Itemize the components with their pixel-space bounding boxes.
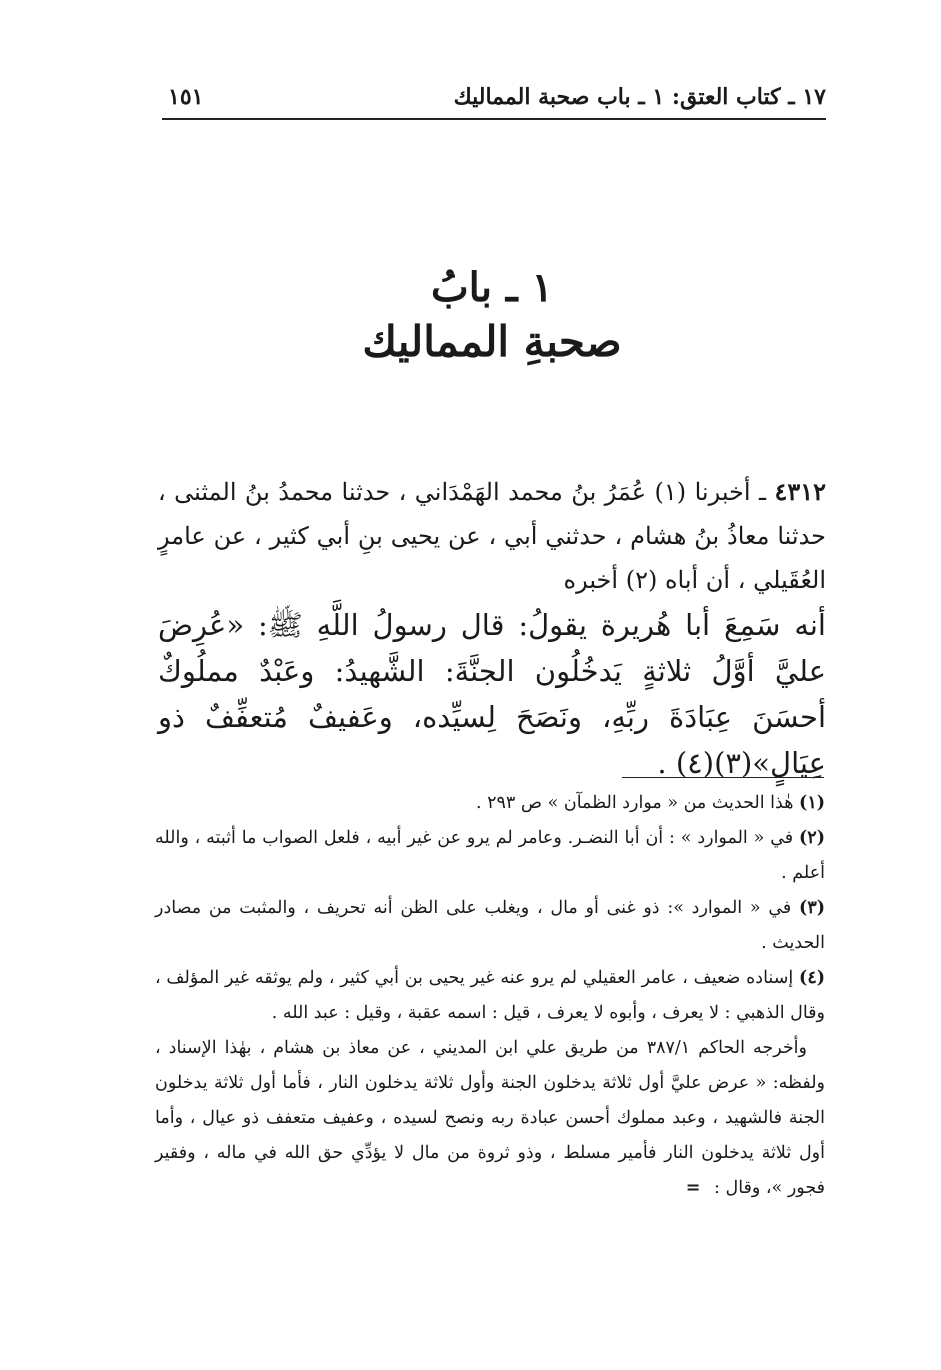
hadith-matn: أنه سَمِعَ أبا هُريرة يقولُ: قال رسولُ اللَّهِ ﷺ: «عُرِضَ عليَّ أوَّلُ ثلاثةٍ يَدخُلُون الجنَّةَ: الشَّهيدُ: وعَبْدٌ مملُوكٌ أحسَنَ عِبَادَةَ ربِّهِ، ونَصَحَ لِسيِّده، وعَفيفٌ مُتعفِّفٌ ذو عِيَالٍ»(٣)(٤) .: [158, 608, 826, 780]
footnote-number: (٣): [799, 898, 825, 918]
chapter-title: صحبةِ المماليك: [362, 317, 622, 366]
footnote-number: (٢): [799, 828, 825, 848]
hadith-isnad: [158, 470, 826, 602]
chapter-heading: [160, 262, 824, 370]
footnotes: [155, 786, 825, 1206]
footnote-text: هٰذا الحديث من « موارد الظمآن » ص ٢٩٣ .: [475, 793, 794, 813]
hadith-number: ٤٣١٢: [774, 477, 826, 506]
continuation-mark: =: [685, 1178, 701, 1198]
footnote-3: [155, 891, 825, 961]
footnote-text: في « الموارد » : أن أبا النضـر. وعامر لم يرو عن غير أبيه ، فلعل الصواب ما أثبته ، والله أعلم .: [155, 828, 825, 883]
footnote-extra-text: وأخرجه الحاكم ٣٨٧/١ من طريق علي ابن المديني ، عن معاذ بن هشام ، بهٰذا الإسناد ، ولفظه: « عرض عليَّ أول ثلاثة يدخلون الجنة وأول ثلاثة يدخلون النار ، فأما أول ثلاثة يدخلون الجنة فالشهيد ، وعبد مملوك أحسن عبادة ربه ونصح لسيده ، وعفيف متعفف ذو عيال ، وأما أول ثلاثة يدخلون النار فأمير مسلط ، وذو ثروة من مال لا يؤدِّي حق الله في ماله ، وفقير فجور »، وقال :: [155, 1038, 825, 1198]
running-header: [162, 82, 826, 120]
footnote-2: [155, 821, 825, 891]
running-title: ١٧ ـ كتاب العتق: ١ ـ باب صحبة المماليك: [453, 84, 826, 110]
isnad-text: ـ أخبرنا (١) عُمَرُ بنُ محمد الهَمْدَاني ، حدثنا محمدُ بنُ المثنى ، حدثنا معاذُ بنُ هشام ، حدثني أبي ، عن يحيى بنِ أبي كثير ، عن عامرٍ العُقَيلي ، أن أباه (٢) أخبره: [158, 478, 826, 594]
footnote-text: في « الموارد »: ذو غنى أو مال ، ويغلب على الظن أنه تحريف ، والمثبت من مصادر الحديث .: [155, 898, 825, 953]
footnote-4-continuation: [155, 1031, 825, 1206]
footnote-number: (١): [799, 793, 825, 813]
footnote-text: إسناده ضعيف ، عامر العقيلي لم يرو عنه غير يحيى بن أبي كثير ، ولم يوثقه غير المؤلف ، وقال الذهبي : لا يعرف ، وأبوه لا يعرف ، قيل : اسمه عقبة ، وقيل : عبد الله .: [155, 968, 825, 1023]
footnote-rule: [622, 777, 824, 778]
footnote-1: [155, 786, 825, 821]
page-number: ١٥١: [168, 84, 204, 110]
footnote-number: (٤): [799, 968, 825, 988]
footnote-4: [155, 961, 825, 1031]
chapter-number: ١ ـ بابُ: [430, 264, 554, 311]
header-rule: [162, 118, 826, 120]
hadith-text: [158, 470, 826, 786]
